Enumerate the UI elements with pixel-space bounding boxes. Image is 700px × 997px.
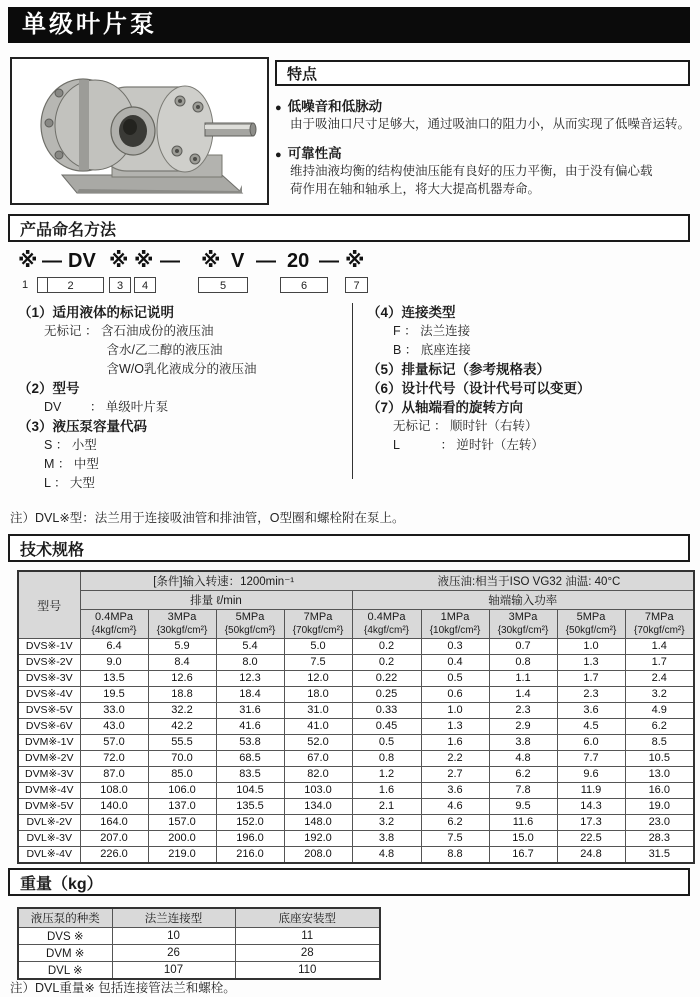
feature-item — [275, 142, 692, 198]
spec-value-cell: 23.0 — [625, 815, 694, 831]
spec-model-cell: DVM※-5V — [18, 799, 80, 815]
explanation-line: 无标记 ： 顺时针（右转） — [393, 419, 538, 433]
explanation-head: （6）设计代号（设计代号可以变更） — [367, 381, 591, 396]
spec-table-body — [18, 639, 694, 864]
weight-value-cell: 107 — [112, 962, 235, 980]
spec-model-cell: DVM※-3V — [18, 767, 80, 783]
pressure-value: 1MPa — [440, 611, 470, 623]
spec-value-cell: 57.0 — [80, 735, 148, 751]
pressure-unit: {30kgf/cm²} — [497, 625, 549, 636]
spec-value-cell: 137.0 — [148, 799, 216, 815]
weight-header-row — [18, 908, 380, 928]
spec-value-cell: 18.4 — [216, 687, 284, 703]
spec-value-cell: 82.0 — [284, 767, 352, 783]
spec-value-cell: 0.25 — [352, 687, 421, 703]
spec-value-cell: 4.8 — [489, 751, 557, 767]
code-marker-3: 3 — [109, 277, 131, 293]
spec-value-cell: 103.0 — [284, 783, 352, 799]
code-symbol: ※ — [201, 250, 221, 272]
weight-table-row — [18, 928, 380, 945]
pressure-unit: {50kgf/cm²} — [224, 625, 276, 636]
spec-value-cell: 3.8 — [489, 735, 557, 751]
spec-value-cell: 7.8 — [489, 783, 557, 799]
spec-value-cell: 8.5 — [625, 735, 694, 751]
explanation-head: （1）适用液体的标记说明 — [18, 305, 175, 320]
spec-table-row — [18, 847, 694, 864]
pressure-value: 5MPa — [576, 611, 606, 623]
explanation-group — [367, 303, 690, 360]
spec-table-row — [18, 719, 694, 735]
spec-value-cell: 14.3 — [557, 799, 625, 815]
weight-value-cell: 110 — [235, 962, 380, 980]
explanation-line: M ： 中型 — [44, 457, 99, 471]
spec-value-cell: 2.2 — [421, 751, 489, 767]
pressure-unit: {70kgf/cm²} — [292, 625, 344, 636]
spec-value-cell: 33.0 — [80, 703, 148, 719]
spec-value-cell: 12.6 — [148, 671, 216, 687]
condition-speed: [条件]输入转速：1200min⁻¹ — [153, 576, 295, 588]
explanation-line: DV ： 单级叶片泵 — [44, 400, 169, 414]
weight-value-cell: 26 — [112, 945, 235, 962]
bullet-icon: ● — [275, 102, 282, 114]
naming-note: 注）DVL※型：法兰用于连接吸油管和排油管，O型圈和螺栓附在泵上。 — [10, 511, 405, 525]
pressure-unit: {30kgf/cm²} — [156, 625, 208, 636]
weight-value-cell: DVS ※ — [18, 928, 112, 945]
explanation-line: B ： 底座连接 — [393, 343, 471, 357]
pressure-unit: {4kgf/cm²} — [363, 625, 410, 636]
feature-text: 维持油液均衡的结构使油压能有良好的压力平衡，由于没有偏心载 — [290, 164, 653, 178]
weight-value-cell: 28 — [235, 945, 380, 962]
pressure-col-header — [148, 610, 216, 639]
spec-value-cell: 3.6 — [421, 783, 489, 799]
explanation-group — [18, 303, 352, 379]
naming-explanations — [8, 303, 690, 490]
pump-photo — [17, 63, 262, 199]
spec-value-cell: 18.8 — [148, 687, 216, 703]
spec-table — [17, 570, 695, 864]
spec-value-cell: 7.7 — [557, 751, 625, 767]
weight-value-cell: 11 — [235, 928, 380, 945]
explanation-group — [367, 360, 690, 379]
spec-value-cell: 6.2 — [625, 719, 694, 735]
spec-table-row — [18, 799, 694, 815]
spec-model-cell: DVL※-2V — [18, 815, 80, 831]
group-header-row — [18, 591, 694, 610]
spec-table-row — [18, 655, 694, 671]
spec-value-cell: 11.9 — [557, 783, 625, 799]
spec-value-cell: 19.5 — [80, 687, 148, 703]
spec-value-cell: 70.0 — [148, 751, 216, 767]
features-heading: 特点 — [275, 60, 690, 86]
spec-value-cell: 9.5 — [489, 799, 557, 815]
spec-value-cell: 200.0 — [148, 831, 216, 847]
explanation-head: （5）排量标记（参考规格表） — [367, 362, 551, 377]
spec-value-cell: 8.8 — [421, 847, 489, 864]
spec-value-cell: 0.3 — [421, 639, 489, 655]
explanation-group — [18, 379, 352, 417]
spec-value-cell: 72.0 — [80, 751, 148, 767]
spec-model-cell: DVL※-3V — [18, 831, 80, 847]
spec-value-cell: 0.5 — [352, 735, 421, 751]
spec-table-row — [18, 783, 694, 799]
spec-value-cell: 0.2 — [352, 655, 421, 671]
weight-table-row — [18, 945, 380, 962]
feature-text: 由于吸油口尺寸足够大，通过吸油口的阻力小，从而实现了低噪音运转。 — [290, 117, 691, 131]
explanation-line: F ： 法兰连接 — [393, 324, 471, 338]
spec-value-cell: 16.0 — [625, 783, 694, 799]
spec-value-cell: 0.6 — [421, 687, 489, 703]
spec-table-row — [18, 687, 694, 703]
feature-item — [275, 95, 692, 133]
code-symbol: — — [42, 250, 62, 272]
spec-value-cell: 0.2 — [352, 639, 421, 655]
spec-table-row — [18, 703, 694, 719]
weight-col-header: 底座安装型 — [235, 908, 380, 928]
explanation-group — [367, 379, 690, 398]
spec-value-cell: 10.5 — [625, 751, 694, 767]
weight-value-cell: DVM ※ — [18, 945, 112, 962]
pressure-value: 0.4MPa — [367, 611, 406, 623]
page-title: 单级叶片泵 — [8, 7, 690, 43]
spec-table-row — [18, 735, 694, 751]
spec-value-cell: 7.5 — [284, 655, 352, 671]
spec-value-cell: 0.8 — [352, 751, 421, 767]
pressure-col-header — [80, 610, 148, 639]
bullet-icon: ● — [275, 149, 282, 161]
spec-value-cell: 6.2 — [421, 815, 489, 831]
spec-value-cell: 12.3 — [216, 671, 284, 687]
spec-model-cell: DVS※-2V — [18, 655, 80, 671]
explanation-line: L ： 大型 — [44, 476, 95, 490]
code-marker-5: 5 — [198, 277, 248, 293]
pressure-value: 3MPa — [508, 611, 538, 623]
spec-value-cell: 140.0 — [80, 799, 148, 815]
code-symbol: — — [160, 250, 180, 272]
spec-value-cell: 13.0 — [625, 767, 694, 783]
spec-value-cell: 1.1 — [489, 671, 557, 687]
spec-table-row — [18, 767, 694, 783]
features-section — [275, 60, 692, 198]
spec-value-cell: 3.6 — [557, 703, 625, 719]
spec-value-cell: 31.6 — [216, 703, 284, 719]
pressure-unit: {10kgf/cm²} — [429, 625, 481, 636]
spec-value-cell: 32.2 — [148, 703, 216, 719]
spec-value-cell: 152.0 — [216, 815, 284, 831]
spec-model-cell: DVM※-1V — [18, 735, 80, 751]
explanation-group — [18, 417, 352, 493]
spec-value-cell: 0.4 — [421, 655, 489, 671]
pressure-col-header — [557, 610, 625, 639]
pressure-header-row — [18, 610, 694, 639]
explanation-head: （7）从轴端看的旋转方向 — [367, 400, 524, 415]
spec-value-cell: 42.2 — [148, 719, 216, 735]
spec-value-cell: 22.5 — [557, 831, 625, 847]
spec-value-cell: 5.0 — [284, 639, 352, 655]
pressure-value: 3MPa — [167, 611, 197, 623]
explanation-line: S ： 小型 — [44, 438, 97, 452]
spec-value-cell: 67.0 — [284, 751, 352, 767]
spec-model-cell: DVL※-4V — [18, 847, 80, 864]
weight-table-row — [18, 962, 380, 980]
spec-value-cell: 134.0 — [284, 799, 352, 815]
pressure-col-header — [421, 610, 489, 639]
spec-value-cell: 41.0 — [284, 719, 352, 735]
spec-value-cell: 1.4 — [489, 687, 557, 703]
spec-value-cell: 11.6 — [489, 815, 557, 831]
spec-value-cell: 83.5 — [216, 767, 284, 783]
spec-value-cell: 5.4 — [216, 639, 284, 655]
spec-value-cell: 16.7 — [489, 847, 557, 864]
code-marker-2: 2 — [37, 277, 104, 293]
spec-model-cell: DVM※-4V — [18, 783, 80, 799]
spec-value-cell: 15.0 — [489, 831, 557, 847]
feature-text: 荷作用在轴和轴承上，将大大提高机器寿命。 — [290, 182, 541, 196]
explanation-head: （3）液压泵容量代码 — [18, 419, 148, 434]
weight-table — [17, 907, 381, 980]
model-column-header: 型号 — [18, 571, 80, 639]
weight-table-body — [18, 928, 380, 980]
spec-value-cell: 53.8 — [216, 735, 284, 751]
spec-value-cell: 4.9 — [625, 703, 694, 719]
spec-value-cell: 157.0 — [148, 815, 216, 831]
spec-value-cell: 55.5 — [148, 735, 216, 751]
weight-value-cell: 10 — [112, 928, 235, 945]
pressure-value: 0.4MPa — [95, 611, 133, 623]
spec-value-cell: 108.0 — [80, 783, 148, 799]
spec-value-cell: 19.0 — [625, 799, 694, 815]
spec-value-cell: 2.1 — [352, 799, 421, 815]
explanation-line: 含W/O乳化液成分的液压油 — [44, 362, 257, 376]
spec-value-cell: 1.2 — [352, 767, 421, 783]
spec-value-cell: 3.2 — [352, 815, 421, 831]
spec-value-cell: 216.0 — [216, 847, 284, 864]
spec-value-cell: 31.5 — [625, 847, 694, 864]
pressure-unit: {4kgf/cm²} — [91, 625, 137, 636]
spec-value-cell: 6.0 — [557, 735, 625, 751]
spec-value-cell: 0.33 — [352, 703, 421, 719]
code-marker-6: 6 — [280, 277, 328, 293]
code-symbol: ※ — [18, 250, 38, 272]
condition-oil: 液压油:相当于ISO VG32 油温: 40°C — [437, 576, 621, 588]
spec-value-cell: 0.5 — [421, 671, 489, 687]
spec-value-cell: 0.45 — [352, 719, 421, 735]
explanation-line: 含水/乙二醇的液压油 — [44, 343, 223, 357]
spec-value-cell: 43.0 — [80, 719, 148, 735]
spec-table-row — [18, 639, 694, 655]
spec-value-cell: 2.9 — [489, 719, 557, 735]
spec-value-cell: 3.2 — [625, 687, 694, 703]
spec-model-cell: DVS※-4V — [18, 687, 80, 703]
spec-value-cell: 0.8 — [489, 655, 557, 671]
spec-table-row — [18, 671, 694, 687]
spec-value-cell: 41.6 — [216, 719, 284, 735]
spec-value-cell: 52.0 — [284, 735, 352, 751]
spec-value-cell: 13.5 — [80, 671, 148, 687]
spec-value-cell: 7.5 — [421, 831, 489, 847]
pressure-col-header — [625, 610, 694, 639]
pump-photo-frame — [10, 57, 269, 205]
spec-table-row — [18, 751, 694, 767]
code-symbol: ※ — [109, 250, 129, 272]
spec-model-cell: DVS※-3V — [18, 671, 80, 687]
spec-model-cell: DVS※-5V — [18, 703, 80, 719]
spec-value-cell: 0.22 — [352, 671, 421, 687]
weight-note: 注）DVL重量※ 包括连接管法兰和螺栓。 — [10, 981, 236, 995]
pressure-value: 7MPa — [644, 611, 674, 623]
spec-value-cell: 104.5 — [216, 783, 284, 799]
pressure-value: 7MPa — [303, 611, 333, 623]
weight-heading: 重量（kg） — [8, 868, 690, 896]
spec-value-cell: 1.7 — [625, 655, 694, 671]
spec-value-cell: 31.0 — [284, 703, 352, 719]
explanation-group — [367, 398, 690, 455]
spec-value-cell: 1.6 — [352, 783, 421, 799]
specs-heading: 技术规格 — [8, 534, 690, 562]
spec-value-cell: 9.6 — [557, 767, 625, 783]
spec-value-cell: 87.0 — [80, 767, 148, 783]
spec-value-cell: 1.6 — [421, 735, 489, 751]
spec-value-cell: 196.0 — [216, 831, 284, 847]
spec-value-cell: 226.0 — [80, 847, 148, 864]
spec-model-cell: DVM※-2V — [18, 751, 80, 767]
conditions-cell — [80, 571, 694, 591]
weight-col-header: 液压泵的种类 — [18, 908, 112, 928]
code-marker-4: 4 — [134, 277, 156, 293]
spec-value-cell: 1.0 — [421, 703, 489, 719]
spec-table-row — [18, 831, 694, 847]
spec-value-cell: 2.7 — [421, 767, 489, 783]
pressure-col-header — [352, 610, 421, 639]
spec-value-cell: 106.0 — [148, 783, 216, 799]
spec-value-cell: 6.4 — [80, 639, 148, 655]
conditions-row — [18, 571, 694, 591]
spec-value-cell: 17.3 — [557, 815, 625, 831]
pressure-value: 5MPa — [235, 611, 265, 623]
spec-value-cell: 0.7 — [489, 639, 557, 655]
code-symbol: ※ — [134, 250, 154, 272]
explanation-line: L ： 逆时针（左转） — [393, 438, 544, 452]
spec-value-cell: 1.4 — [625, 639, 694, 655]
spec-value-cell: 207.0 — [80, 831, 148, 847]
marker-divider — [47, 278, 48, 292]
explanation-line: 无标记 ： 含石油成份的液压油 — [44, 324, 214, 338]
spec-value-cell: 164.0 — [80, 815, 148, 831]
spec-value-cell: 4.8 — [352, 847, 421, 864]
spec-value-cell: 1.3 — [557, 655, 625, 671]
spec-value-cell: 3.8 — [352, 831, 421, 847]
spec-value-cell: 1.7 — [557, 671, 625, 687]
spec-value-cell: 5.9 — [148, 639, 216, 655]
pressure-col-header — [284, 610, 352, 639]
spec-value-cell: 1.3 — [421, 719, 489, 735]
spec-table-row — [18, 815, 694, 831]
spec-value-cell: 4.6 — [421, 799, 489, 815]
code-marker-1: 1 — [21, 279, 29, 291]
naming-heading: 产品命名方法 — [8, 214, 690, 242]
spec-value-cell: 68.5 — [216, 751, 284, 767]
spec-value-cell: 2.4 — [625, 671, 694, 687]
feature-title: ● 低噪音和低脉动 — [275, 99, 383, 114]
spec-value-cell: 6.2 — [489, 767, 557, 783]
spec-value-cell: 8.4 — [148, 655, 216, 671]
spec-value-cell: 192.0 — [284, 831, 352, 847]
spec-value-cell: 8.0 — [216, 655, 284, 671]
spec-value-cell: 1.0 — [557, 639, 625, 655]
code-symbol: — — [256, 250, 276, 272]
explanation-head: （2）型号 — [18, 381, 80, 396]
spec-model-cell: DVS※-1V — [18, 639, 80, 655]
spec-value-cell: 219.0 — [148, 847, 216, 864]
spec-value-cell: 2.3 — [489, 703, 557, 719]
weight-value-cell: DVL ※ — [18, 962, 112, 980]
code-symbol: — — [319, 250, 339, 272]
pressure-unit: {50kgf/cm²} — [565, 625, 617, 636]
code-symbol: DV — [68, 250, 96, 272]
code-marker-7: 7 — [345, 277, 368, 293]
spec-value-cell: 135.5 — [216, 799, 284, 815]
pressure-col-header — [489, 610, 557, 639]
pressure-col-header — [216, 610, 284, 639]
displacement-group-header: 排量 ℓ/min — [80, 591, 352, 610]
spec-value-cell: 208.0 — [284, 847, 352, 864]
code-symbol: 20 — [287, 250, 310, 272]
explanation-column-left — [8, 303, 352, 490]
spec-model-cell: DVS※-6V — [18, 719, 80, 735]
power-group-header: 轴端输入功率 — [352, 591, 694, 610]
explanation-column-right — [353, 303, 690, 485]
code-symbol: V — [231, 250, 245, 272]
spec-value-cell: 18.0 — [284, 687, 352, 703]
spec-value-cell: 24.8 — [557, 847, 625, 864]
explanation-head: （4）连接类型 — [367, 305, 456, 320]
pressure-unit: {70kgf/cm²} — [633, 625, 685, 636]
feature-title: ● 可靠性高 — [275, 146, 342, 161]
code-symbol: ※ — [345, 250, 365, 272]
spec-value-cell: 85.0 — [148, 767, 216, 783]
spec-value-cell: 148.0 — [284, 815, 352, 831]
model-code-diagram — [8, 250, 690, 300]
spec-value-cell: 4.5 — [557, 719, 625, 735]
spec-value-cell: 12.0 — [284, 671, 352, 687]
spec-value-cell: 2.3 — [557, 687, 625, 703]
spec-value-cell: 9.0 — [80, 655, 148, 671]
spec-value-cell: 28.3 — [625, 831, 694, 847]
weight-col-header: 法兰连接型 — [112, 908, 235, 928]
